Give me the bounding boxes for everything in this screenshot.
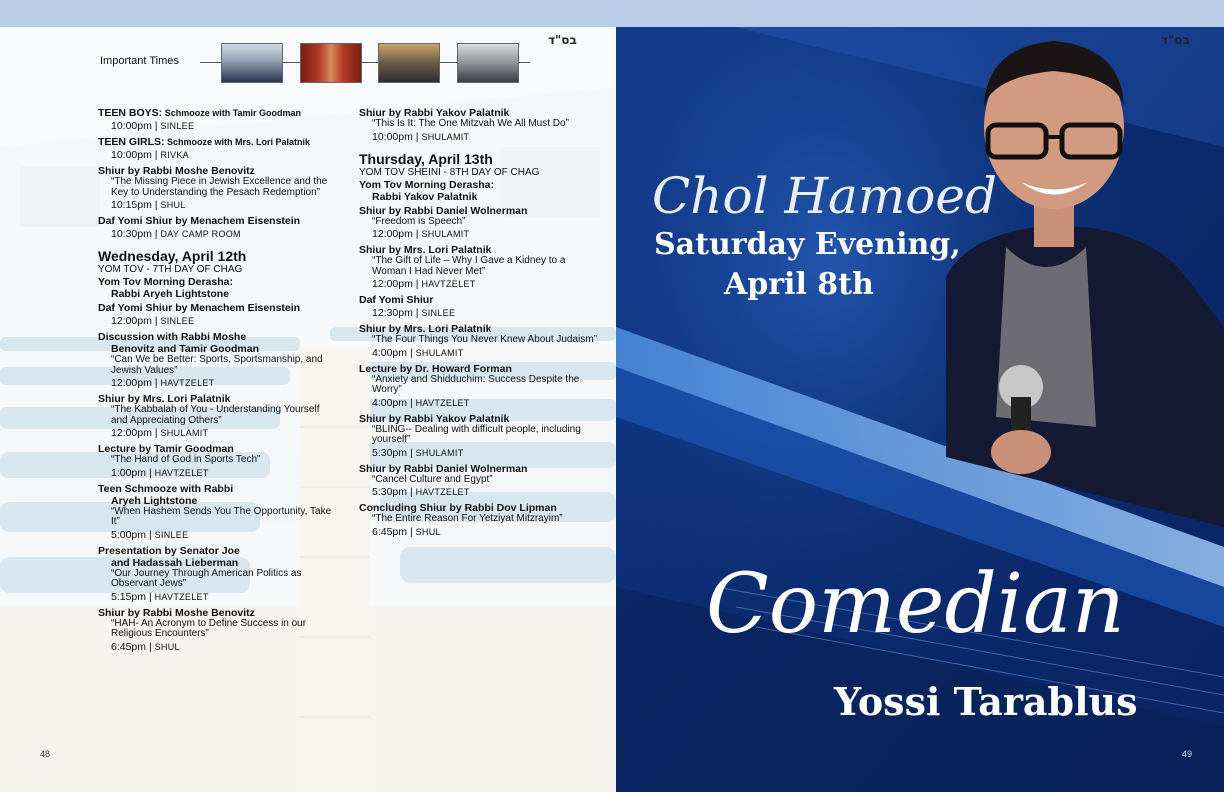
date-line-1: Saturday Evening,	[654, 227, 961, 262]
top-bar	[0, 0, 1224, 27]
schedule-column-1	[98, 107, 338, 657]
event-item: TEEN GIRLS: Schmooze with Mrs. Lori Palatnik 10:00pm | RIVKA	[98, 136, 311, 161]
event-item: Shiur by Mrs. Lori Palatnik “The Kabbalah of You - Understanding Yourself and Appreciating Others” 12:00pm | SHULAMIT	[98, 393, 320, 439]
day-info: YOM TOV - 7TH DAY OF CHAG	[98, 264, 243, 275]
schedule-column-2	[359, 107, 599, 542]
event-item: Shiur by Mrs. Lori Palatnik “The Four Things You Never Knew About Judaism” 4:00pm | SHULAMIT	[359, 323, 597, 359]
page-number: 48	[40, 749, 51, 759]
date-line-2: April 8th	[724, 267, 874, 302]
event-item: Shiur by Mrs. Lori Palatnik “The Gift of Life – Why I Gave a Kidney to a Woman I Had Never Met” 12:00pm | HAVTZELET	[359, 244, 566, 290]
blue-background-graphic	[616, 27, 1224, 792]
event-item: Shiur by Rabbi Yakov Palatnik “BLING-- Dealing with difficult people, including yourself” 5:30pm | SHULAMIT	[359, 412, 581, 459]
event-item: Shiur by Rabbi Yakov Palatnik “This Is It: The One Mitzvah We All Must Do” 10:00pm | SHULAMIT	[359, 107, 569, 143]
thumbnail-stage-image	[300, 43, 362, 83]
event-item: Teen Schmooze with Rabbi Aryeh Lightstone “When Hashem Sends You The Opportunity, Take It” 5:00pm | SINLEE	[98, 482, 332, 541]
event-item: Daf Yomi Shiur by Menachem Eisenstein 10:30pm | DAY CAMP ROOM	[98, 215, 301, 240]
event-item: Concluding Shiur by Rabbi Dov Lipman “The Entire Reason For Yetziyat Mitzrayim” 6:45pm | SHUL	[359, 502, 563, 538]
day-heading: Thursday, April 13th	[359, 150, 493, 167]
event-item: Lecture by Dr. Howard Forman “Anxiety and Shidduchim: Success Despite the Worry” 4:00pm | HAVTZELET	[359, 362, 580, 409]
event-item: Discussion with Rabbi Moshe Benovitz and Tamir Goodman “Can We be Better: Sports, Sportsmanship, and Jewish Values” 12:00pm | HAVTZELET	[98, 331, 323, 389]
event-item: Yom Tov Morning Derasha: Rabbi Yakov Palatnik	[359, 178, 494, 203]
event-item: Shiur by Rabbi Moshe Benovitz “The Missing Piece in Jewish Excellence and the Key to Understanding the Pesach Redemption” 10:15pm | SHUL	[98, 165, 328, 211]
important-times-label: Important Times	[100, 55, 179, 67]
script-title: Chol Hamoed	[652, 167, 997, 225]
event-item: TEEN BOYS: Schmooze with Tamir Goodman 10:00pm | SINLEE	[98, 107, 302, 132]
thumbnail-audience-image	[221, 43, 283, 83]
event-item: Shiur by Rabbi Daniel Wolnerman “Freedom is Speech” 12:00pm | SHULAMIT	[359, 204, 528, 240]
page-number-right: 49	[1182, 749, 1193, 759]
event-item: Daf Yomi Shiur 12:30pm | SINLEE	[359, 294, 456, 319]
event-item: Shiur by Rabbi Daniel Wolnerman “Cancel Culture and Egypt” 5:30pm | HAVTZELET	[359, 462, 528, 498]
role-title: Comedian	[706, 557, 1125, 652]
thumbnail-gym-image	[457, 43, 519, 83]
event-item: Presentation by Senator Joe and Hadassah Lieberman “Our Journey Through American Politics as Observant Jews” 5:15pm | HAVTZELET	[98, 544, 302, 603]
right-page	[616, 27, 1224, 792]
event-item: Yom Tov Morning Derasha: Rabbi Aryeh Lightstone	[98, 276, 233, 300]
event-item: Shiur by Rabbi Moshe Benovitz “HAH- An Acronym to Define Success in our Religious Encounters” 6:45pm | SHUL	[98, 606, 307, 653]
hebrew-mark: בס"ד	[548, 33, 577, 47]
hebrew-mark-right: בס"ד	[1161, 33, 1190, 47]
day-heading: Wednesday, April 12th	[98, 248, 247, 264]
day-info: YOM TOV SHEINI - 8TH DAY OF CHAG	[359, 166, 540, 178]
performer-name: Yossi Tarablus	[834, 679, 1138, 724]
left-page	[0, 27, 616, 792]
event-item: Daf Yomi Shiur by Menachem Eisenstein 12:00pm | SINLEE	[98, 302, 301, 327]
thumbnail-event-image	[378, 43, 440, 83]
event-item: Lecture by Tamir Goodman “The Hand of God in Sports Tech” 1:00pm | HAVTZELET	[98, 443, 261, 479]
